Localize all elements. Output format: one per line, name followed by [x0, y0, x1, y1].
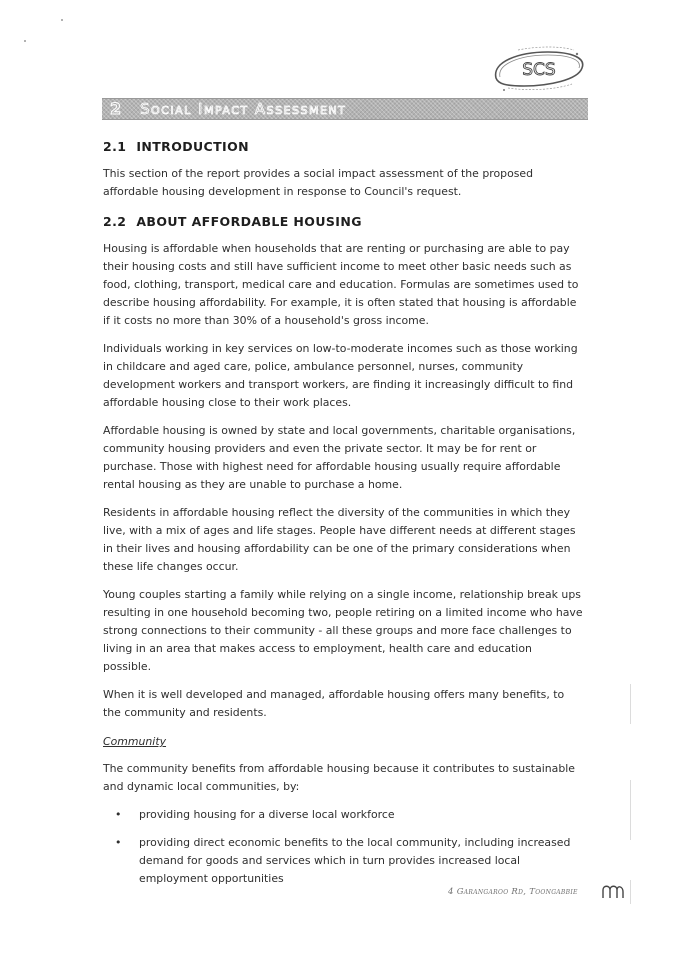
logo-text: SCS	[522, 60, 556, 80]
list-item-text: providing housing for a diverse local workforce	[139, 808, 395, 821]
footer-address: 4 Garangaroo Rd, Toongabbie	[448, 887, 578, 897]
scan-edge-mark	[630, 684, 631, 724]
scan-edge-mark	[630, 780, 631, 840]
paragraph: Individuals working in key services on low-to-moderate incomes such as those working in childcare and aged care, police, ambulance personnel, nurses, community development workers and transport workers, are finding it increasingly difficult to find affordable housing close to their work places.	[103, 342, 578, 409]
paragraph: When it is well developed and managed, affordable housing offers many benefits, to the community and residents.	[103, 688, 565, 719]
section-heading	[103, 213, 583, 231]
paragraph: Young couples starting a family while relying on a single income, relationship break ups resulting in one household becoming two, people retiring on a limited income who have strong connections to their community - all these groups and more face challenges to living in an area that makes access to employment, health care and education possible.	[103, 588, 583, 673]
section-banner	[102, 98, 588, 120]
page-content	[103, 138, 583, 888]
page-number-mark	[602, 884, 624, 900]
scs-logo	[488, 44, 588, 92]
paragraph: Affordable housing is owned by state and local governments, charitable organisations, community housing providers and even the private sector. It may be for rent or purchase. Those with highest need for affordable housing usually require affordable rental housing as they are unable to purchase a home.	[103, 424, 576, 491]
banner-section-number: 2	[110, 99, 123, 118]
bullet-icon: •	[115, 836, 122, 849]
paragraph: Housing is affordable when households that are renting or purchasing are able to pay their housing costs and still have sufficient income to meet other basic needs such as food, clothing, transport, medical care and education. Formulas are sometimes used to describe housing affordability. For example, it is often stated that housing is affordable if it costs no more than 30% of a household's gross income.	[103, 242, 579, 327]
list-item	[103, 806, 583, 824]
banner-section-title: Social Impact Assessment	[140, 100, 347, 118]
scan-edge-mark	[630, 880, 631, 904]
scan-speck	[61, 19, 63, 21]
section-number: 2.1	[103, 139, 127, 154]
section-heading	[103, 138, 583, 156]
section-title: INTRODUCTION	[136, 139, 249, 154]
paragraph: Residents in affordable housing reflect the diversity of the communities in which they live, with a mix of ages and life stages. People have different needs at different stages in their lives and housing affordability can be one of the primary considerations when these life changes occur.	[103, 506, 576, 573]
section-title: ABOUT AFFORDABLE HOUSING	[136, 214, 362, 229]
bullet-icon: •	[115, 808, 122, 821]
list-item-text: providing direct economic benefits to the local community, including increased demand for goods and services which in turn provides increased local employment opportunities	[139, 836, 571, 885]
paragraph: This section of the report provides a social impact assessment of the proposed affordable housing development in response to Council's request.	[103, 167, 534, 198]
list-item	[103, 834, 583, 888]
scan-speck	[24, 40, 26, 42]
community-benefits-list	[103, 806, 583, 888]
community-intro: The community benefits from affordable housing because it contributes to sustainable and dynamic local communities, by:	[103, 762, 575, 793]
community-subheading: Community	[103, 735, 167, 748]
section-number: 2.2	[103, 214, 127, 229]
